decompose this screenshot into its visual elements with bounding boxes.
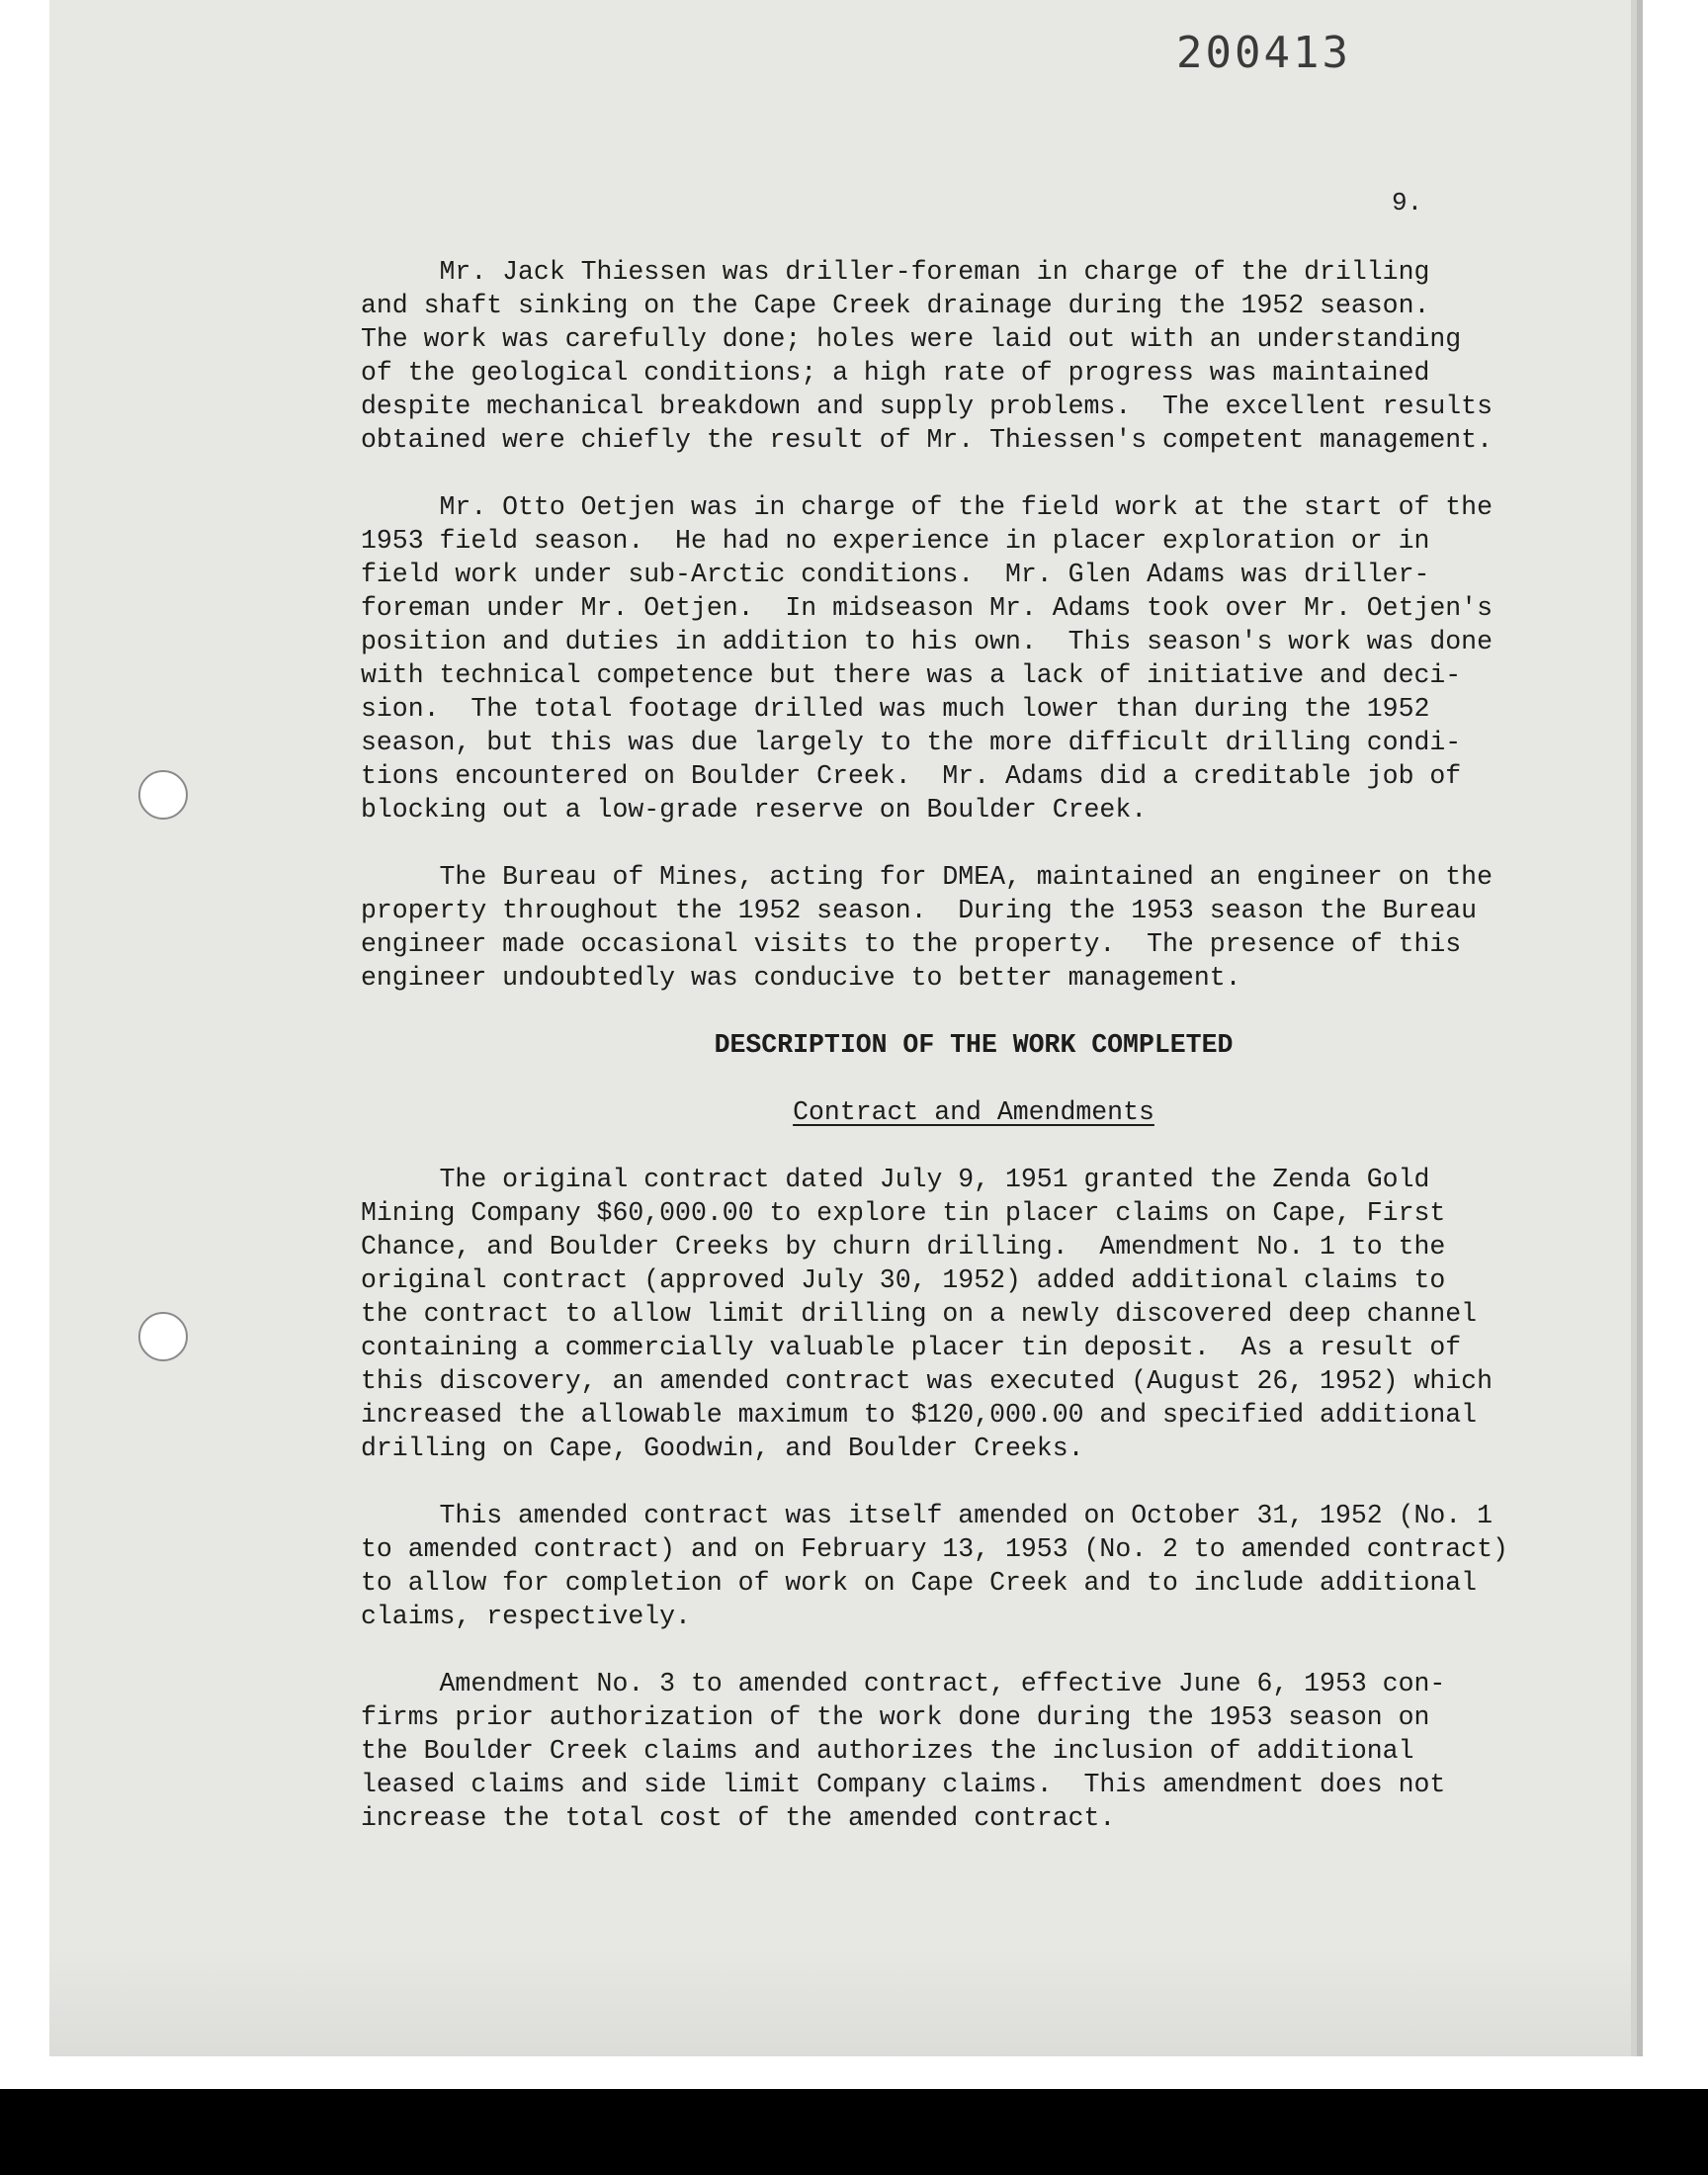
document-body [361, 255, 1547, 1869]
section-heading: DESCRIPTION OF THE WORK COMPLETED [714, 1030, 1234, 1060]
punch-hole [138, 770, 188, 820]
document-stamp-number: 200413 [1176, 28, 1351, 78]
paragraph-original-contract: The original contract dated July 9, 1951 granted the Zenda Gold Mining Company $60,000.00 to explore tin placer claims on Cape, First Chance, and Boulder Creeks by churn drilling. Amendment No. 1 to the original contract (approved July 30, 1952) added additional claims to the contract to allow limit drilling on a newly discovered deep channel containing a commercially valuable placer tin deposit. As a result of this discovery, an amended contract was executed (August 26, 1952) which increased the allowable maximum to $120,000.00 and specified additional drilling on Cape, Goodwin, and Boulder Creeks. [361, 1165, 1493, 1463]
paragraph-bureau-of-mines: The Bureau of Mines, acting for DMEA, maintained an engineer on the property throughout the 1952 season. During the 1953 season the Bureau engineer made occasional visits to the property. The presence of this engineer undoubtedly was conducive to better management. [361, 862, 1493, 993]
scan-bottom-edge [0, 2089, 1708, 2175]
paragraph-amendment-3: Amendment No. 3 to amended contract, effective June 6, 1953 con- firms prior authorization of the work done during the 1953 season on the Boulder Creek claims and authorizes the inclusion of additional leased claims and side limit Company claims. This amendment does not increase the total cost of the amended contract. [361, 1669, 1446, 1833]
paragraph-thiessen: Mr. Jack Thiessen was driller-foreman in charge of the drilling and shaft sinking on the Cape Creek drainage during the 1952 season. The work was carefully done; holes were laid out with an understanding of the geological conditions; a high rate of progress was maintained despite mechanical breakdown and supply problems. The excellent results obtained were chiefly the result of Mr. Thiessen's competent management. [361, 257, 1493, 455]
paragraph-oetjen: Mr. Otto Oetjen was in charge of the field work at the start of the 1953 field season. He had no experience in placer exploration or in field work under sub-Arctic conditions. Mr. Glen Adams was driller- foreman under Mr. Oetjen. In midseason Mr. Adams took over Mr. Oetjen's position and duties in addition to his own. This season's work was done with technical competence but there was a lack of initiative and deci- sion. The total footage drilled was much lower than during the 1952 season, but this was due largely to the more difficult drilling condi- tions encountered on Boulder Creek. Mr. Adams did a creditable job of blocking out a low-grade reserve on Boulder Creek. [361, 492, 1493, 825]
paragraph-amended-contract: This amended contract was itself amended on October 31, 1952 (No. 1 to amended contract) and on February 13, 1953 (No. 2 to amended contract) to allow for completion of work on Cape Creek and to include additional claims, respectively. [361, 1501, 1508, 1631]
subsection-heading-text: Contract and Amendments [793, 1097, 1154, 1127]
subsection-heading [361, 1095, 1547, 1129]
page-number: 9. [1392, 188, 1423, 218]
punch-hole [138, 1312, 188, 1361]
document-page [49, 0, 1631, 2056]
